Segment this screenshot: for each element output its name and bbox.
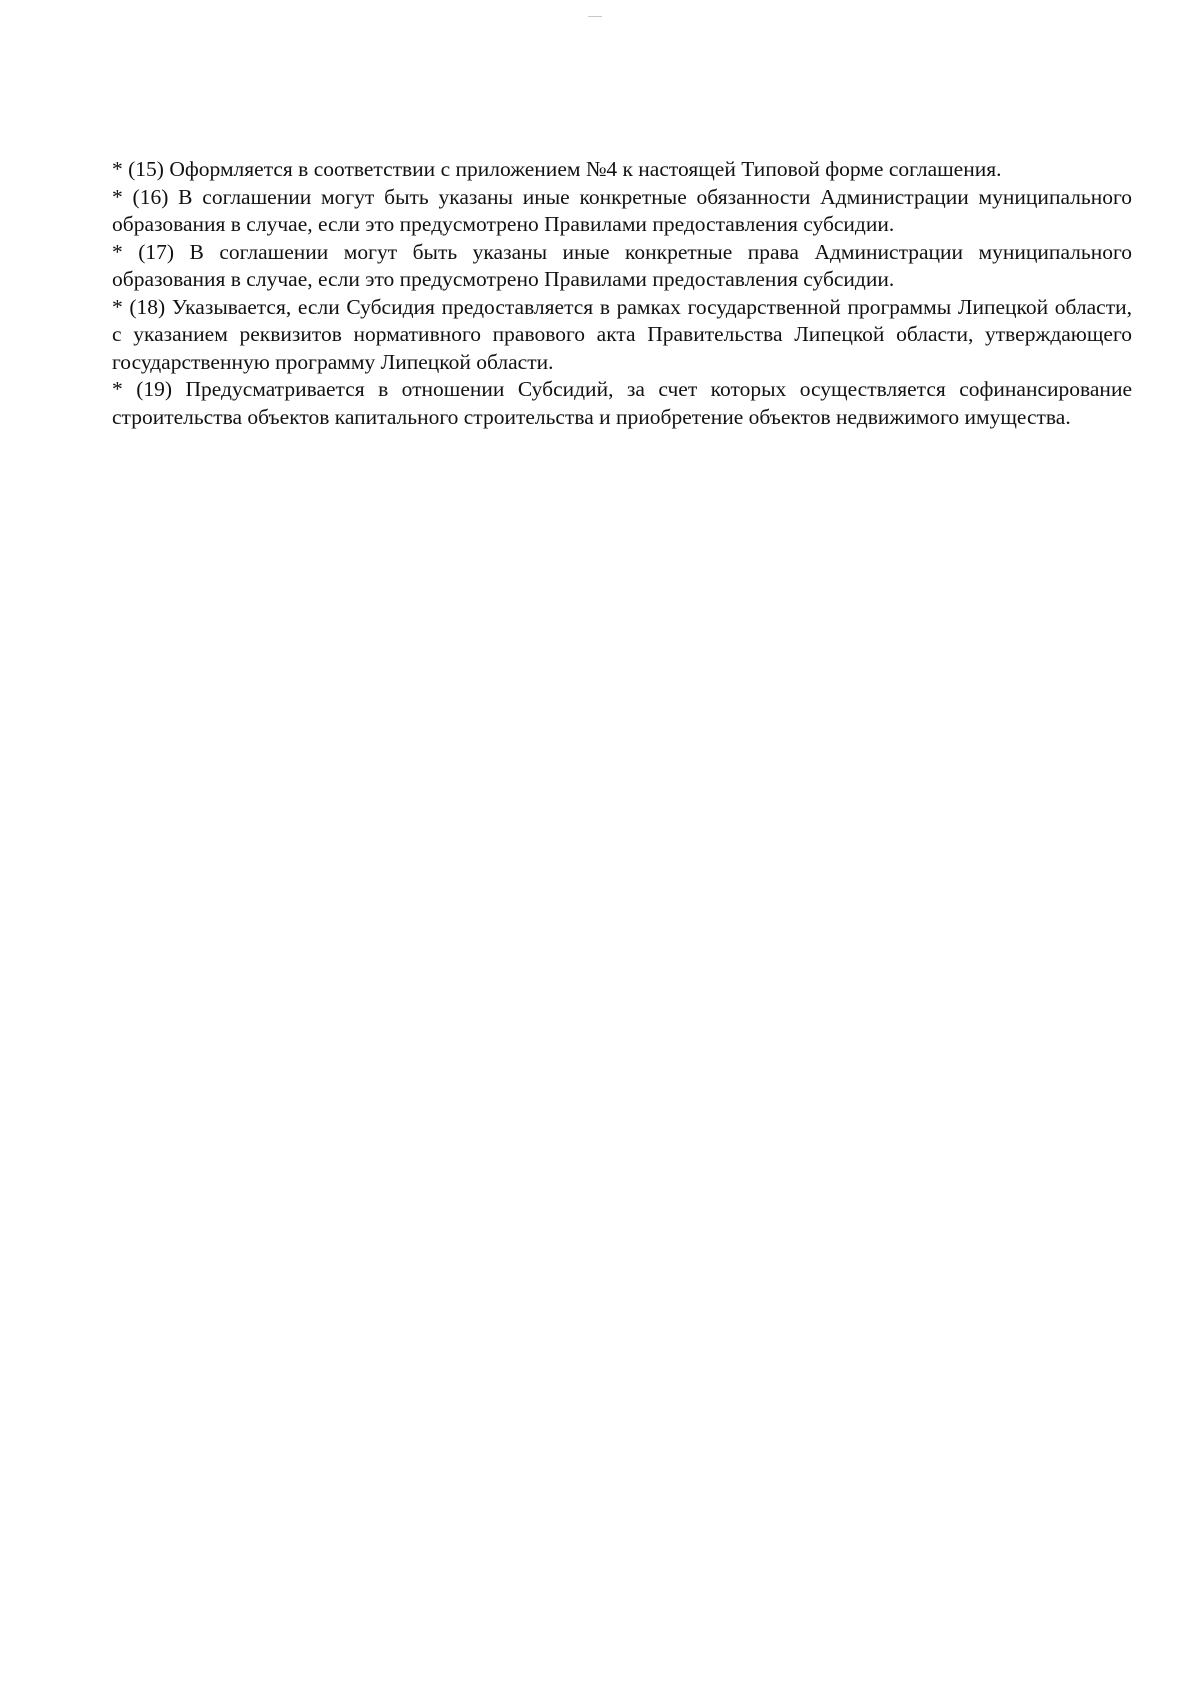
footnote-18: * (18) Указывается, если Субсидия предоставляется в рамках государственной программы Липецкой области, с указанием реквизитов нормативного правового акта Правительства Липецкой области, утверждающего государственную программу Липецкой области.	[112, 294, 1132, 374]
footnotes-block	[112, 156, 1132, 431]
footnote-16: * (16) В соглашении могут быть указаны иные конкретные обязанности Администрации муниципального образования в случае, если это предусмотрено Правилами предоставления субсидии.	[112, 184, 1132, 236]
scan-mark	[588, 16, 602, 17]
footnote-17: * (17) В соглашении могут быть указаны иные конкретные права Администрации муниципального образования в случае, если это предусмотрено Правилами предоставления субсидии.	[112, 239, 1132, 291]
footnote-15: * (15) Оформляется в соответствии с приложением №4 к настоящей Типовой форме соглашения.	[112, 157, 1002, 181]
footnote-19: * (19) Предусматривается в отношении Субсидий, за счет которых осуществляется софинансирование строительства объектов капитального строительства и приобретение объектов недвижимого имущества.	[112, 377, 1132, 429]
